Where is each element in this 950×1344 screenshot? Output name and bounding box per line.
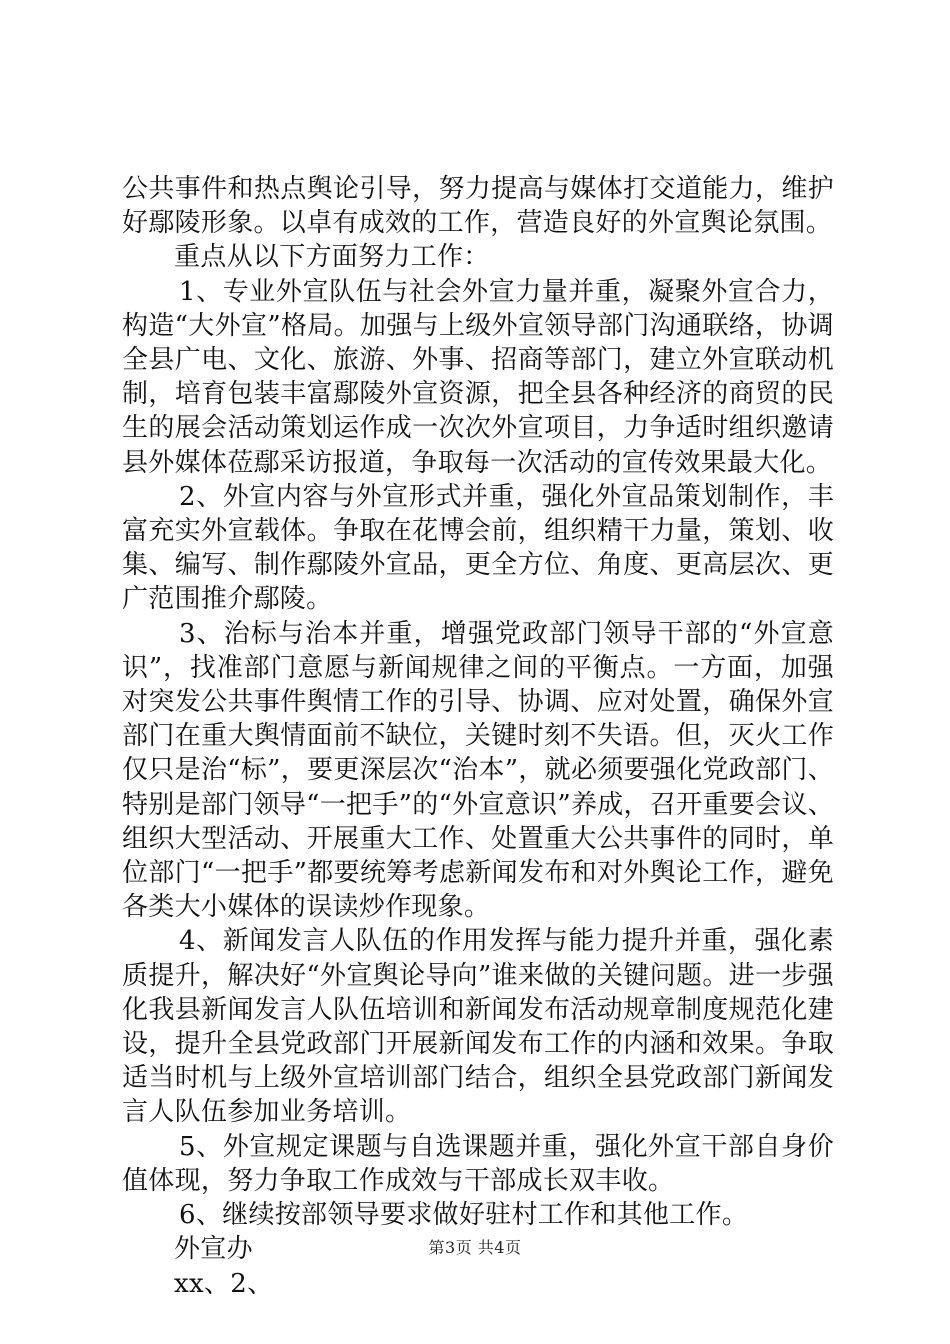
paragraph-item-6: 6、继续按部领导要求做好驻村工作和其他工作。 (179, 1200, 749, 1231)
document-body (122, 172, 834, 1301)
paragraph-item-1: 1、专业外宣队伍与社会外宣力量并重，凝聚外宣合力，构造“大外宣”格局。加强与上级外宣领导部门沟通联络，协调全县广电、文化、旅游、外事、招商等部门，建立外宣联动机制，培育包装丰富鄢陵外宣资源，把全县各种经济的商贸的民生的展会活动策划运作成一次次外宣项目，力争适时组织邀请县外媒体莅鄢采访报道，争取每一次活动的宣传效果最大化。 (122, 276, 834, 478)
signature-line: 外宣办 (174, 1234, 253, 1265)
paragraph-item-4: 4、新闻发言人队伍的作用发挥与能力提升并重，强化素质提升，解决好“外宣舆论导向”谁来做的关键问题。进一步强化我县新闻发言人队伍培训和新闻发布活动规章制度规范化建设，提升全县党政部门开展新闻发布工作的内涵和效果。争取适当时机与上级外宣培训部门结合，组织全县党政部门新闻发言人队伍参加业务培训。 (122, 926, 834, 1128)
paragraph-item-2: 2、外宣内容与外宣形式并重，强化外宣品策划制作，丰富充实外宣载体。争取在花博会前，组织精干力量，策划、收集、编写、制作鄢陵外宣品，更全方位、角度、更高层次、更广范围推介鄢陵。 (122, 481, 834, 615)
paragraph-intro: 重点从以下方面努力工作： (174, 242, 490, 273)
paragraph-item-3: 3、治标与治本并重，增强党政部门领导干部的“外宣意识”，找准部门意愿与新闻规律之间的平衡点。一方面，加强对突发公共事件舆情工作的引导、协调、应对处置，确保外宣部门在重大舆情面前不缺位，关键时刻不失语。但，灭火工作仅只是治“标”，要更深层次“治本”，就必须要强化党政部门、特别是部门领导“一把手”的“外宣意识”养成，召开重要会议、组织大型活动、开展重大工作、处置重大公共事件的同时，单位部门“一把手”都要统筹考虑新闻发布和对外舆论工作，避免各类大小媒体的误读炒作现象。 (122, 618, 834, 923)
page-footer: 第3页 共4页 (428, 1238, 522, 1257)
paragraph-item-5: 5、外宣规定课题与自选课题并重，强化外宣干部自身价值体现，努力争取工作成效与干部成长双丰收。 (122, 1131, 834, 1196)
date-line: xx、2、 (174, 1268, 274, 1299)
paragraph-continuation: 公共事件和热点舆论引导，努力提高与媒体打交道能力，维护好鄢陵形象。以卓有成效的工作，营造良好的外宣舆论氛围。 (122, 174, 834, 239)
